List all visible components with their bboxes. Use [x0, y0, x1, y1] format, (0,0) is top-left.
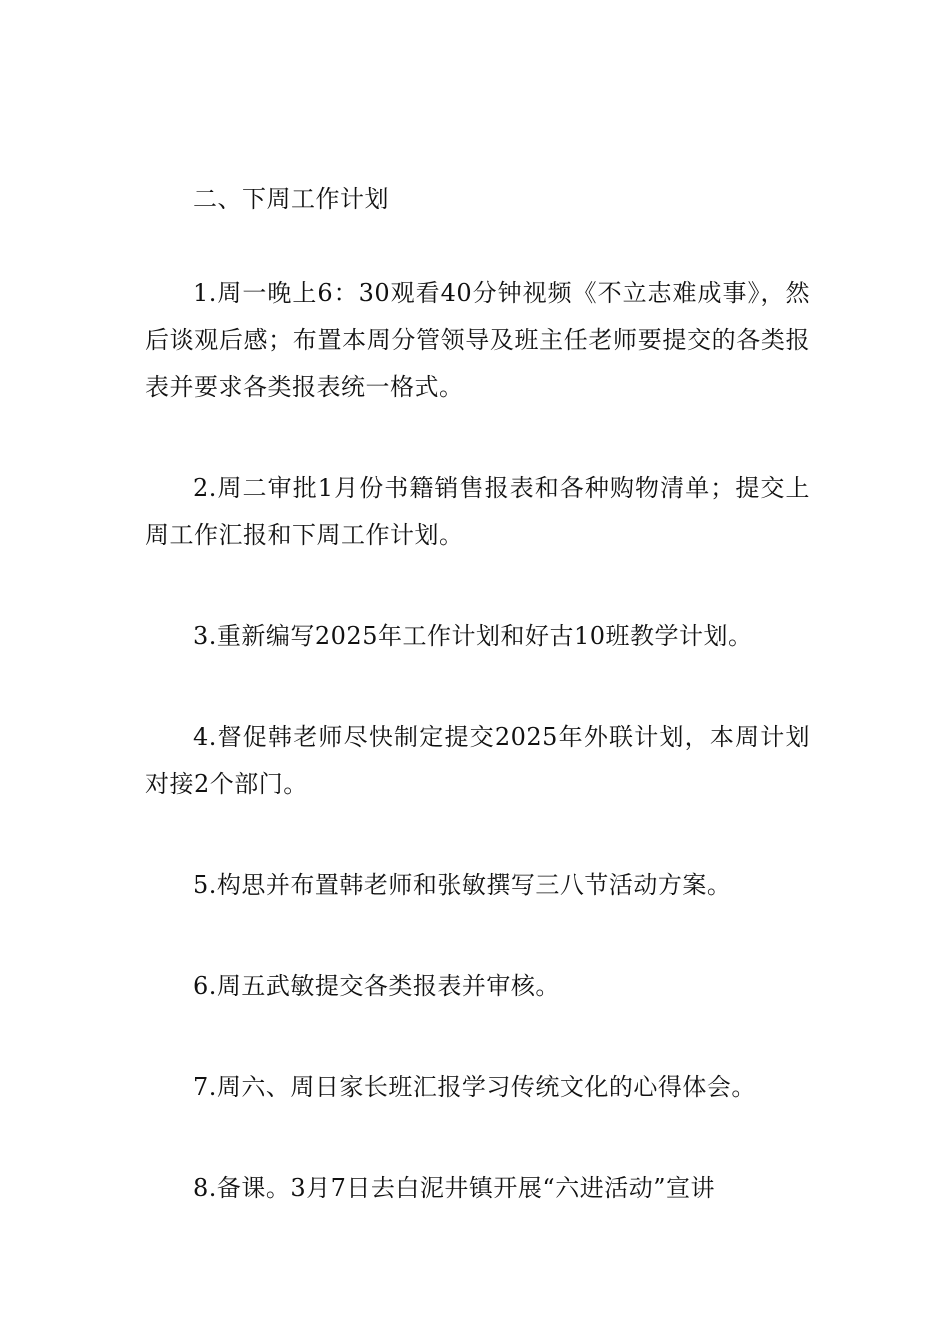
document-body	[145, 176, 810, 1266]
plan-item-8: 8.备课。3月7日去白泥井镇开展“六进活动”宣讲	[193, 1174, 715, 1202]
plan-item-2: 2.周二审批1月份书籍销售报表和各种购物清单；提交上周工作汇报和下周工作计划。	[145, 474, 810, 549]
plan-item-4: 4.督促韩老师尽快制定提交2025年外联计划，本周计划对接2个部门。	[145, 723, 810, 798]
section-heading: 二、下周工作计划	[193, 185, 389, 213]
plan-item-5: 5.构思并布置韩老师和张敏撰写三八节活动方案。	[193, 871, 732, 899]
plan-item-1: 1.周一晚上6：30观看40分钟视频《不立志难成事》，然后谈观后感；布置本周分管领导及班主任老师要提交的各类报表并要求各类报表统一格式。	[145, 279, 810, 401]
plan-item-3: 3.重新编写2025年工作计划和好古10班教学计划。	[193, 622, 753, 650]
plan-item-6: 6.周五武敏提交各类报表并审核。	[193, 972, 560, 1000]
plan-item-7: 7.周六、周日家长班汇报学习传统文化的心得体会。	[193, 1073, 756, 1101]
